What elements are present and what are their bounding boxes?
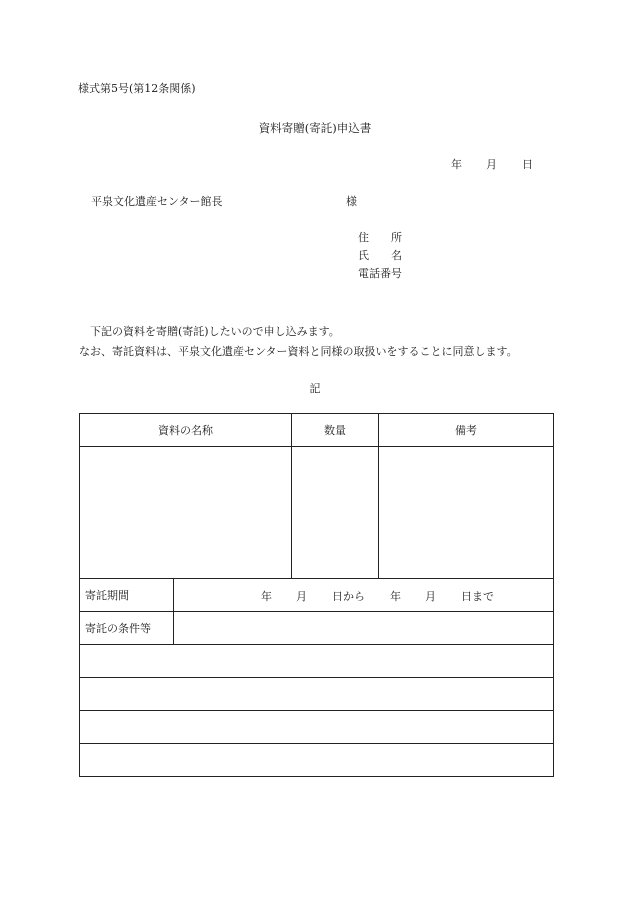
conditions-label: 寄託の条件等 (80, 612, 174, 645)
period-day1: 日から (332, 590, 365, 603)
period-field[interactable] (174, 579, 554, 612)
body-line-1: 下記の資料を寄贈(寄託)したいので申し込みます。 (90, 325, 340, 338)
remarks-cell[interactable] (379, 447, 554, 579)
applicant-block (358, 229, 402, 283)
document-title: 資料寄贈(寄託)申込書 (258, 121, 372, 135)
materials-table (79, 413, 554, 777)
period-month1: 月 (296, 590, 307, 603)
period-month2: 月 (425, 590, 436, 603)
conditions-line[interactable] (80, 744, 554, 777)
ki-heading: 記 (309, 382, 321, 395)
conditions-field[interactable] (174, 612, 554, 645)
conditions-line[interactable] (80, 678, 554, 711)
header-material-name: 資料の名称 (80, 414, 292, 447)
address-label: 住 所 (358, 231, 402, 244)
header-remarks: 備考 (379, 414, 554, 447)
conditions-line[interactable] (80, 711, 554, 744)
period-year1: 年 (261, 590, 272, 603)
name-label: 氏 名 (358, 249, 402, 262)
quantity-cell[interactable] (292, 447, 379, 579)
date-year-label: 年 (451, 158, 462, 171)
date-day-label: 日 (522, 158, 533, 171)
phone-label: 電話番号 (358, 267, 402, 280)
date-month-label: 月 (486, 158, 497, 171)
material-name-cell[interactable] (80, 447, 292, 579)
addressee: 平泉文化遺産センター館長 (91, 195, 223, 208)
period-year2: 年 (390, 590, 401, 603)
form-number: 様式第5号(第12条関係) (78, 82, 196, 95)
conditions-line[interactable] (80, 645, 554, 678)
period-day2: 日まで (461, 590, 494, 603)
honorific: 様 (346, 195, 357, 208)
header-quantity: 数量 (292, 414, 379, 447)
period-label: 寄託期間 (80, 579, 174, 612)
body-line-2: なお、寄託資料は、平泉文化遺産センター資料と同様の取扱いをすることに同意します。 (79, 345, 518, 358)
body-text (79, 322, 518, 362)
